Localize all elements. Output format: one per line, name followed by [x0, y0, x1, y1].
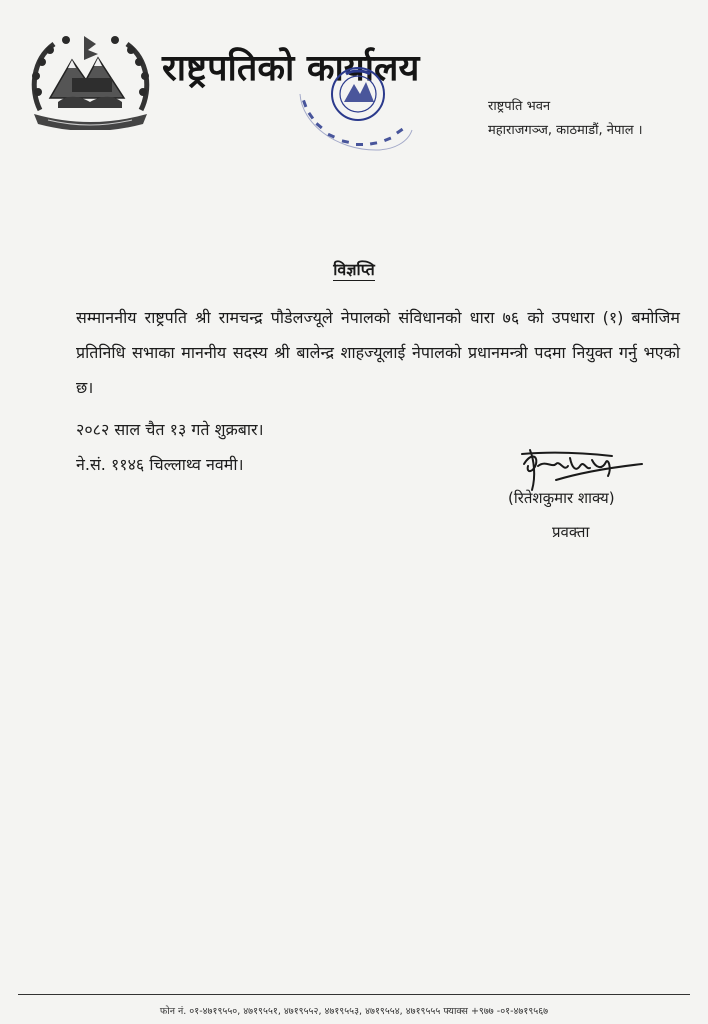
notice-body: सम्माननीय राष्ट्रपति श्री रामचन्द्र पौडेलज्यूले नेपालको संविधानको धारा ७६ को उपधारा (१) बमोजिम प्रतिनिधि सभाका माननीय सदस्य श्री बालेन्द्र शाहज्यूलाई नेपालको प्रधानमन्त्री पदमा नियुक्त गर्नु भएको छ।	[76, 308, 680, 397]
address-line-1: राष्ट्रपति भवन	[488, 99, 551, 114]
footer-contact: फोन नं. ०१-४७१९५५०, ४७१९५५१, ४७१९५५२, ४७१९५५३, ४७१९५५४, ४७१९५५५ फ्याक्स +९७७ -०१-४७१९५६७	[159, 1006, 549, 1017]
notice-heading	[0, 258, 708, 280]
signatory-title: प्रवक्ता	[552, 523, 590, 541]
notice-heading-text: विज्ञप्ति	[333, 260, 375, 279]
office-seal-stamp-icon	[296, 66, 414, 158]
office-title: राष्ट्रपतिको कार्यालय	[162, 48, 420, 89]
footer-divider	[18, 994, 690, 995]
address-line-2: महाराजगञ्ज, काठमाडौं, नेपाल ।	[488, 123, 643, 138]
date-bikram-sambat: २०८२ साल चैत १३ गते शुक्रबार।	[76, 420, 264, 439]
nepal-coat-of-arms-icon	[28, 30, 153, 130]
signatory-name: (रितेशकुमार शाक्य)	[508, 489, 615, 507]
date-nepal-sambat: ने.सं. ११४६ चिल्लाथ्व नवमी।	[76, 455, 244, 474]
